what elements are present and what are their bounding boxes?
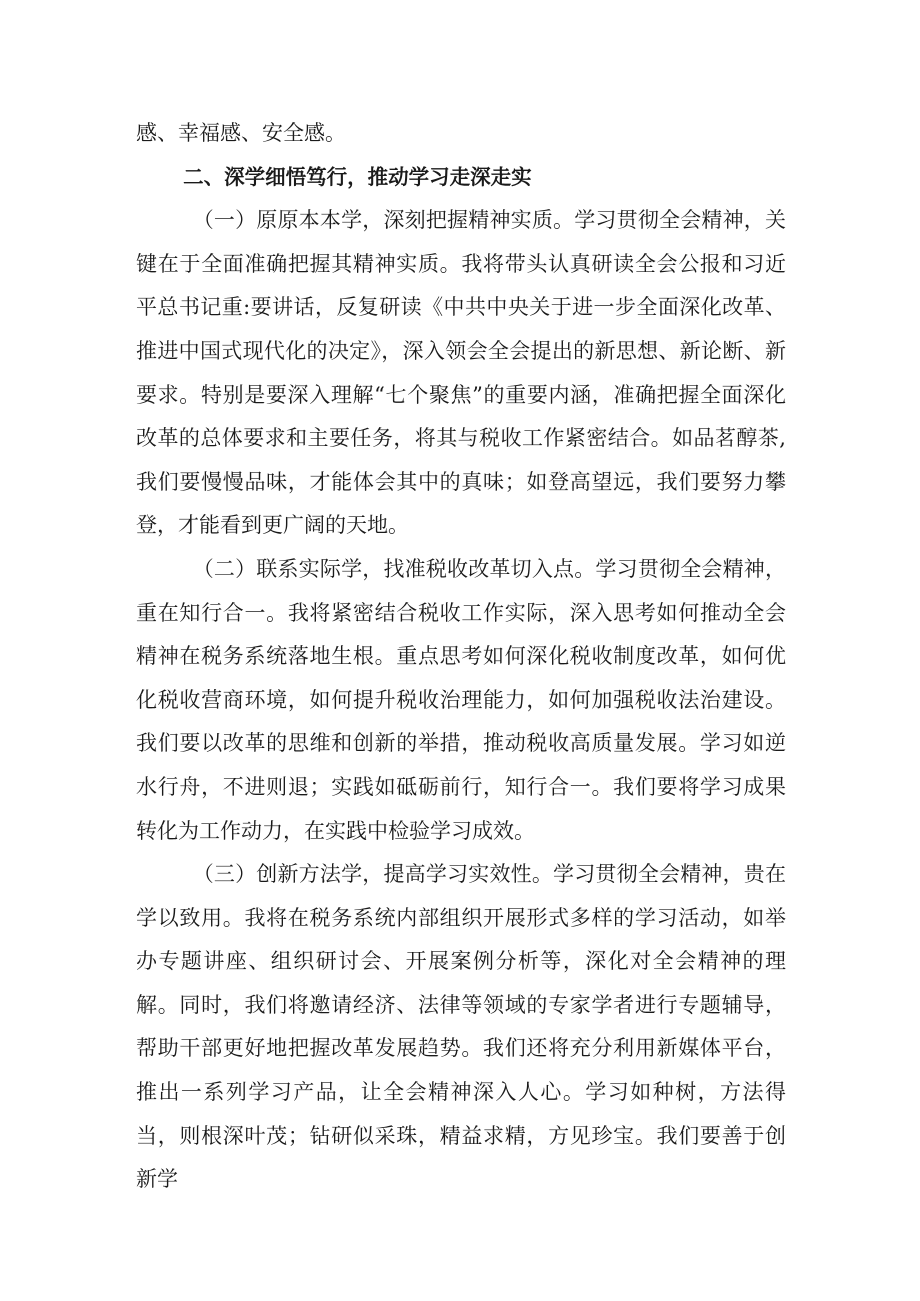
section-heading: 二、深学细悟笃行，推动学习走深走实 — [183, 164, 532, 189]
paragraph-3: （三）创新方法学，提高学习实效性。学习贯彻全会精神，贵在学以致用。我将在税务系统内部组织开展形式多样的学习活动，如举办专题讲座、组织研讨会、开展案例分析等，深化对全会精神的理解。同时，我们将邀请经济、法律等领域的专家学者进行专题辅导，帮助干部更好地把握改革发展趋势。我们还将充分利用新媒体平台，推出一系列学习产品，让全会精神深入人心。学习如种树，方法得当，则根深叶茂；钻研似采珠，精益求精，方见珍宝。我们要善于创新学 — [136, 862, 786, 1192]
paragraph-2: （二）联系实际学，找准税收改革切入点。学习贯彻全会精神，重在知行合一。我将紧密结合税收工作实际，深入思考如何推动全会精神在税务系统落地生根。重点思考如何深化税收制度改革，如何优化税收营商环境，如何提升税收治理能力，如何加强税收法治建设。我们要以改革的思维和创新的举措，推动税收高质量发展。学习如逆水行舟，不进则退；实践如砥砺前行，知行合一。我们要将学习成果转化为工作动力，在实践中检验学习成效。 — [136, 556, 786, 843]
paragraph-1: （一）原原本本学，深刻把握精神实质。学习贯彻全会精神，关键在于全面准确把握其精神实质。我将带头认真研读全会公报和习近平总书记重:要讲话，反复研读《中共中央关于进一步全面深化改革、推进中国式现代化的决定》，深入领会全会提出的新思想、新论断、新要求。特别是要深入理解“七个聚焦”的重要内涵，准确把握全面深化改革的总体要求和主要任务，将其与税收工作紧密结合。如品茗醇茶,我们要慢慢品味，才能体会其中的真味；如登高望远，我们要努力攀登，才能看到更广阔的天地。 — [136, 208, 786, 538]
document-body — [136, 112, 786, 1202]
continuation-text: 感、幸福感、安全感。 — [136, 121, 346, 145]
